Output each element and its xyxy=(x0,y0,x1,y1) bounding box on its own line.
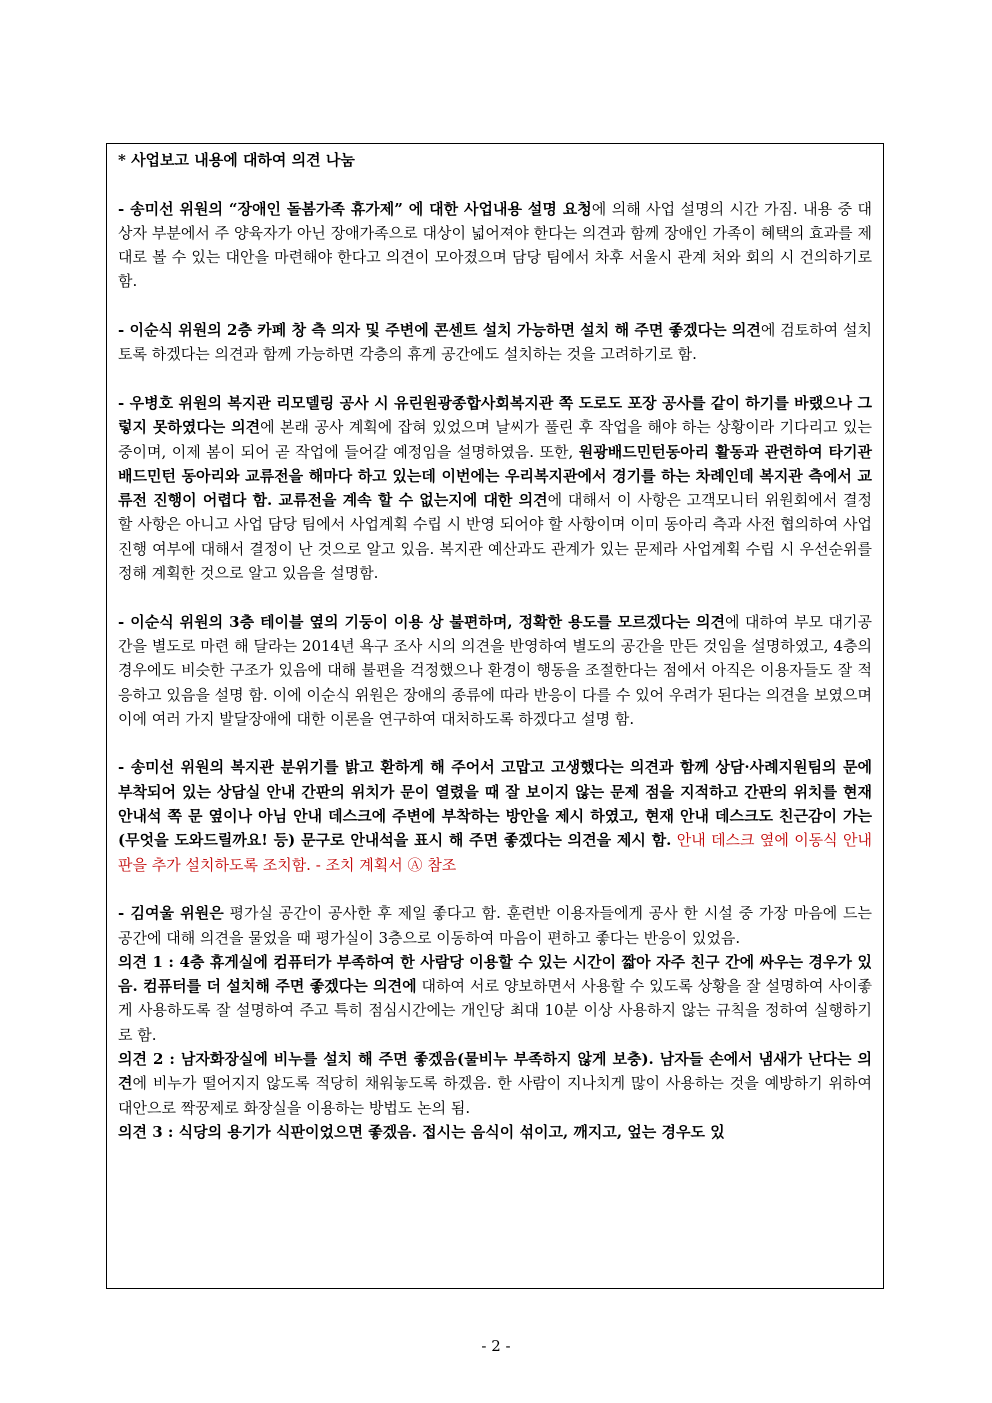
paragraph-lee-pillar: - 이순식 위원의 3층 테이블 옆의 기둥이 이용 상 불편하며, 정확한 용도를 모르겠다는 의견에 대하여 부모 대기공간을 별도로 마련 해 달라는 2014년 욕구 조사 시의 의견을 반영하여 별도의 공간을 만든 것임을 설명하였고, 4층의 경우에도 비슷한 구조가 있음에 대해 불편을 걱정했으나 환경이 행동을 조절한다는 점에서 아직은 이용자들도 잘 적응하고 있음을 설명 함. 이에 이순식 위원은 장애의 종류에 따라 반응이 다를 수 있어 우려가 된다는 의견을 보였으며 이에 여러 가지 발달장애에 대한 이론을 연구하여 대처하도록 하겠다고 설명 함. xyxy=(118,612,872,728)
paragraph-woo-road: - 우병호 위원의 복지관 리모델링 공사 시 유린원광종합사회복지관 쪽 도로도 포장 공사를 같이 하기를 바랬으나 그렇지 못하였다는 의견에 본래 공사 계획에 잡혀 있었으며 날씨가 풀린 후 작업을 해야 하는 상황이라 기다리고 있는 중이며, 이제 봄이 되어 곧 작업에 들어갈 예정임을 설명하였음. 또한, 원광배드민턴동아리 활동과 관련하여 타기관 배드민턴 동아리와 교류전을 해마다 하고 있는데 이번에는 우리복지관에서 경기를 하는 차례인데 복지관 측에서 교류전 진행이 어렵다 함. 교류전을 계속 할 수 없는지에 대한 의견에 대해서 이 사항은 고객모니터 위원회에서 결정 할 사항은 아니고 사업 담당 팀에서 사업계획 수립 시 반영 되어야 할 사항이며 이미 동아리 측과 사전 협의하여 사업 진행 여부에 대해서 결정이 난 것으로 알고 있음. 복지관 예산과도 관계가 있는 문제라 사업계획 수립 시 우선순위를 정해 계획한 것으로 알고 있음을 설명함. xyxy=(118,393,873,583)
opinion-1: 의견 1 : 4층 휴게실에 컴퓨터가 부족하여 한 사람당 이용할 수 있는 시간이 짧아 자주 친구 간에 싸우는 경우가 있음. 컴퓨터를 더 설치해 주면 좋겠다는 의견에 대하여 서로 양보하면서 사용할 수 있도록 상황을 잘 설명하여 사이좋게 사용하도록 잘 설명하여 주고 특히 점심시간에는 개인당 최대 10분 이상 사용하지 않는 규칙을 정하여 실행하기로 함. xyxy=(118,952,872,1044)
section-heading: * 사업보고 내용에 대하여 의견 나눔 xyxy=(118,151,355,169)
minutes-content-box xyxy=(106,143,884,1289)
opinion-3: 의견 3 : 식당의 용기가 식판이었으면 좋겠음. 접시는 음식이 섞이고, 깨지고, 엎는 경우도 있 xyxy=(118,1122,725,1141)
page-number: - 2 - xyxy=(481,1337,511,1355)
paragraph-song-signboard: - 송미선 위원의 복지관 분위기를 밝고 환하게 해 주어서 고맙고 고생했다는 의견과 함께 상담·사례지원팀의 문에 부착되어 있는 상담실 안내 간판의 위치가 문이 열렸을 때 잘 보이지 않는 문제 점을 지적하고 간판의 위치를 현재 안내석 쪽 문 옆이나 아님 안내 데스크에 주변에 부착하는 방안을 제시 하였고, 현재 안내 데스크도 친근감이 가는(무엇을 도와드릴까요! 등) 문구로 안내석을 표시 해 주면 좋겠다는 의견을 제시 함. 안내 데스크 옆에 이동식 안내판을 추가 설치하도록 조치함. - 조치 계획서 Ⓐ 참조 xyxy=(118,758,872,874)
paragraph-song-respite: - 송미선 위원의 “장애인 돌봄가족 휴가제” 에 대한 사업내용 설명 요청에 의해 사업 설명의 시간 가짐. 내용 중 대상자 부분에서 주 양육자가 아닌 장애가족으로 대상이 넓어져야 한다는 의견과 함께 장애인 가족이 혜택의 효과를 제대로 볼 수 있는 대안을 마련해야 한다고 의견이 모아졌으며 담당 팀에서 차후 서울시 관계 처와 회의 시 건의하기로 함. xyxy=(118,199,873,291)
opinion-2: 의견 2 : 남자화장실에 비누를 설치 해 주면 좋겠음(물비누 부족하지 않게 보충). 남자들 손에서 냄새가 난다는 의견에 비누가 떨어지지 않도록 적당히 채워놓도록 하겠음. 한 사람이 지나치게 많이 사용하는 것을 예방하기 위하여 대안으로 짝꿍제로 화장실을 이용하는 방법도 논의 됨. xyxy=(118,1049,872,1117)
paragraph-kim-evaluation: - 김여울 위원은 평가실 공간이 공사한 후 제일 좋다고 함. 훈련반 이용자들에게 공사 한 시설 중 가장 마음에 드는 공간에 대해 의견을 물었을 때 평가실이 3층으로 이동하여 마음이 편하고 좋다는 반응이 있었음. xyxy=(118,904,872,947)
action-note: 안내 데스크 옆에 이동식 안내판을 추가 설치하도록 조치함. - 조치 계획서 Ⓐ 참조 xyxy=(118,831,872,874)
paragraph-lee-outlet: - 이순식 위원의 2층 카페 창 측 의자 및 주변에 콘센트 설치 가능하면 설치 해 주면 좋겠다는 의견에 검토하여 설치토록 하겠다는 의견과 함께 가능하면 각층의 휴게 공간에도 설치하는 것을 고려하기로 함. xyxy=(118,321,872,364)
